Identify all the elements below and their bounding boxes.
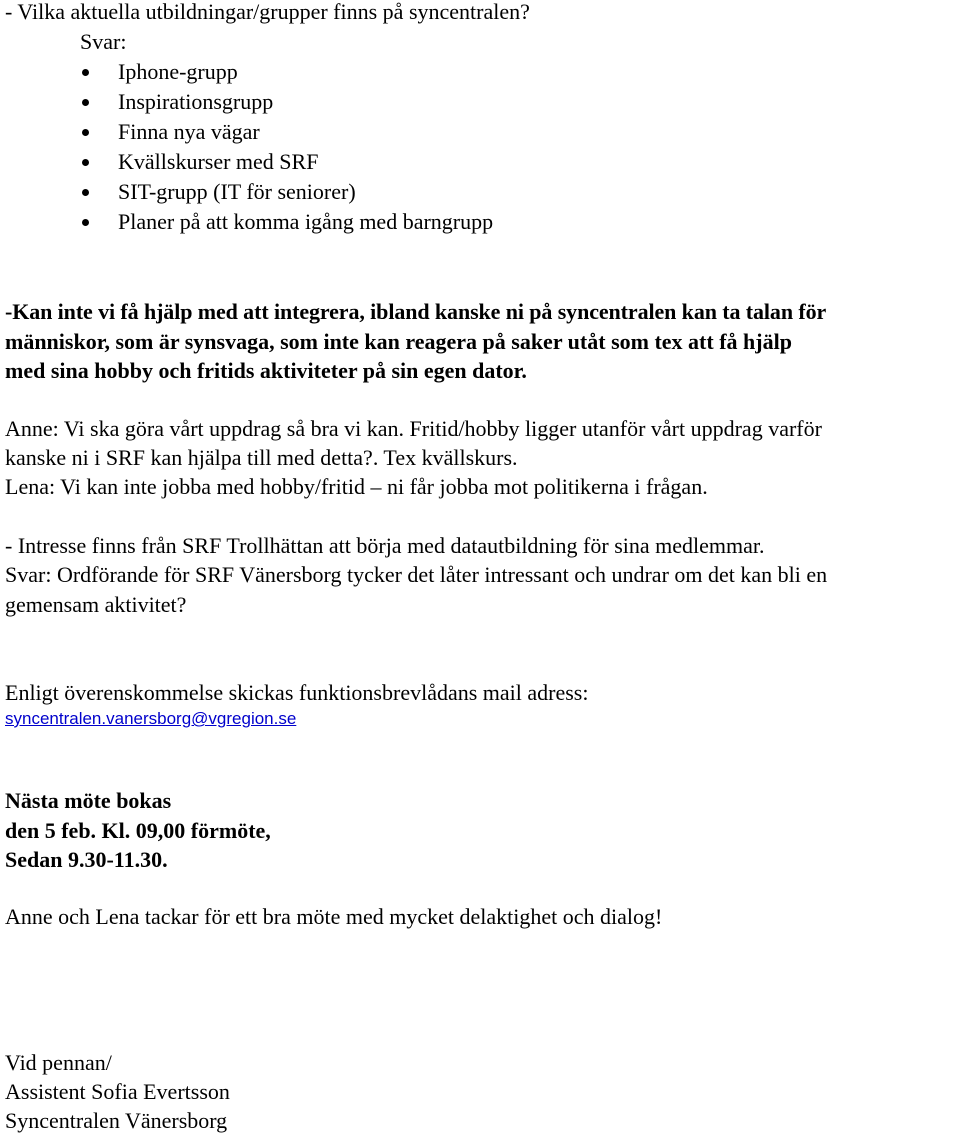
question-bold-line: människor, som är synsvaga, som inte kan reagera på saker utåt som tex att få hjälp xyxy=(5,329,792,354)
question-bold-line: -Kan inte vi få hjälp med att integrera, ibland kanske ni på syncentralen kan ta talan för xyxy=(5,299,827,324)
next-meeting-line: Nästa möte bokas xyxy=(5,788,172,813)
bullet-icon xyxy=(82,129,89,136)
list-item-text: Finna nya vägar xyxy=(118,119,260,144)
interest-line: Svar: Ordförande för SRF Vänersborg tycker det låter intressant och undrar om det kan bli en xyxy=(5,562,828,587)
list-item-text: Iphone-grupp xyxy=(118,59,238,84)
mail-intro: Enligt överenskommelse skickas funktionsbrevlådans mail adress: xyxy=(5,680,589,705)
bullet-icon xyxy=(82,159,89,166)
list-item-text: Kvällskurser med SRF xyxy=(118,149,319,174)
signature-line: Syncentralen Vänersborg xyxy=(5,1108,228,1133)
list-item-text: Inspirationsgrupp xyxy=(118,89,274,114)
reply-line: kanske ni i SRF kan hjälpa till med detta?. Tex kvällskurs. xyxy=(5,445,518,470)
reply-line: Anne: Vi ska göra vårt uppdrag så bra vi kan. Fritid/hobby ligger utanför vårt uppdrag varför xyxy=(5,416,822,441)
bullet-icon xyxy=(82,219,89,226)
next-meeting-line: Sedan 9.30-11.30. xyxy=(5,847,168,872)
bullet-icon xyxy=(82,189,89,196)
mail-address-link[interactable]: syncentralen.vanersborg@vgregion.se xyxy=(5,709,297,728)
answer-label: Svar: xyxy=(80,29,127,54)
interest-line: - Intresse finns från SRF Trollhättan att börja med datautbildning för sina medlemmar. xyxy=(5,533,765,558)
list-item-text: Planer på att komma igång med barngrupp xyxy=(118,209,494,234)
bullet-icon xyxy=(82,69,89,76)
bullet-icon xyxy=(82,99,89,106)
reply-line: Lena: Vi kan inte jobba med hobby/fritid – ni får jobba mot politikerna i frågan. xyxy=(5,474,708,499)
list-item-text: SIT-grupp (IT för seniorer) xyxy=(118,179,356,204)
question-bold-line: med sina hobby och fritids aktiviteter på sin egen dator. xyxy=(5,358,527,383)
thanks-line: Anne och Lena tackar för ett bra möte med mycket delaktighet och dialog! xyxy=(5,904,663,929)
question-heading: - Vilka aktuella utbildningar/grupper finns på syncentralen? xyxy=(5,0,530,24)
next-meeting-line: den 5 feb. Kl. 09,00 förmöte, xyxy=(5,818,271,843)
interest-line: gemensam aktivitet? xyxy=(5,592,187,617)
signature-line: Vid pennan/ xyxy=(5,1050,112,1075)
signature-line: Assistent Sofia Evertsson xyxy=(5,1079,230,1104)
